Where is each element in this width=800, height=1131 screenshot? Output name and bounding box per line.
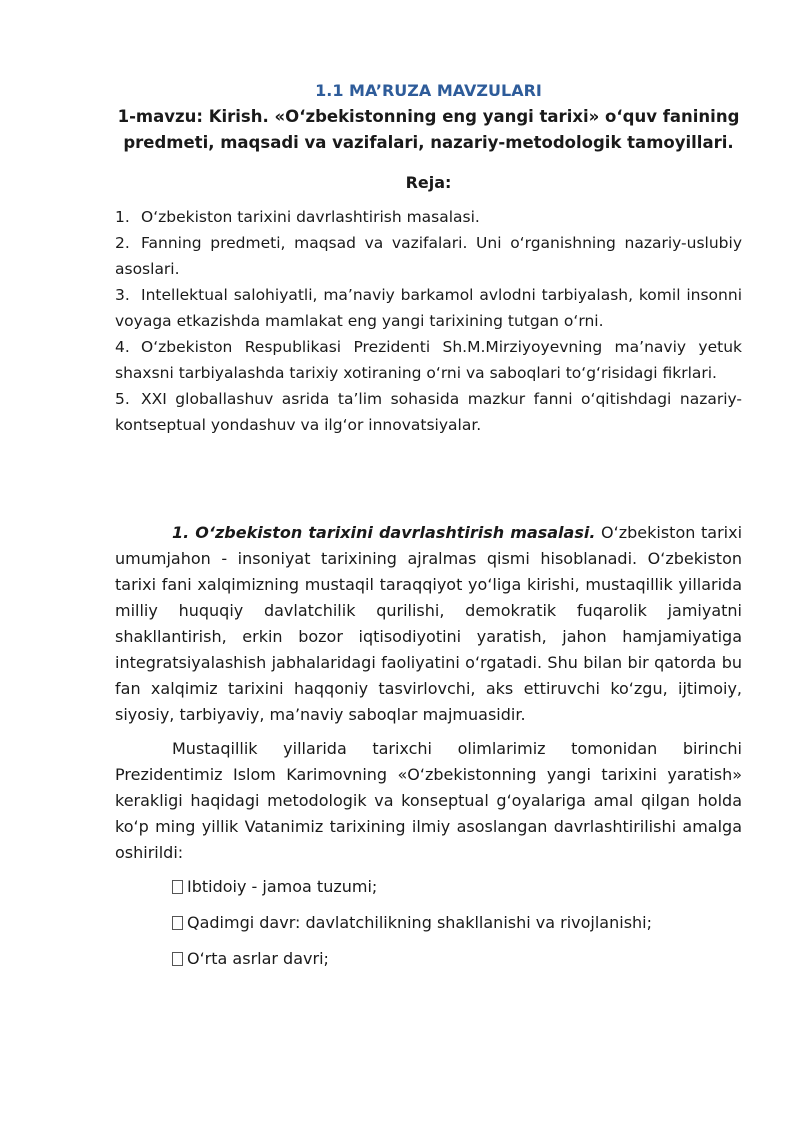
missing-glyph-icon [172,880,183,894]
paragraph-text: O‘zbekiston tarixi umumjahon - insoniyat tarixining ajralmas qismi hisoblanadi. O‘zbekiston tarixi fani xalqimizning mustaqil taraqqiyot yo‘liga kirishi, mustaqillik yillarida milliy huquqiy davlatchilik qurilishi, demokratik fuqarolik jamiyatni shakllantirish, erkin bozor iqtisodiyotini yaratish, jahon hamjamiyatiga integratsiyalashish jabhalaridagi faoliyatini o‘rgatadi. Shu bilan bir qatorda bu fan xalqimiz tarixini haqqoniy tasvirlovchi, aks ettiruvchi ko‘zgu, ijtimoiy, siyosiy, tarbiyaviy, ma’naviy saboqlar majmuasidir. [115,523,743,724]
plan-item [115,386,742,438]
plan-item-text: Fanning predmeti, maqsad va vazifalari. Uni o‘rganishning nazariy-uslubiy asoslari. [115,234,742,278]
plan-item-number: 5. [115,390,130,408]
period-list-item [172,946,742,972]
period-text: Qadimgi davr: davlatchilikning shakllanishi va rivojlanishi; [187,913,653,932]
plan-list [115,204,742,438]
missing-glyph-icon [172,916,183,930]
plan-item-text: XXI globallashuv asrida ta’lim sohasida mazkur fanni o‘qitishdagi nazariy- kontseptual yondashuv va ilg‘or innovatsiyalar. [115,390,742,434]
section-title: 1.1 MA’RUZA MAVZULARI [315,81,542,100]
plan-item-number: 1. [115,208,130,226]
plan-item-number: 4. [115,338,130,356]
plan-item-text: Intellektual salohiyatli, ma’naviy barkamol avlodni tarbiyalash, komil insonni voyaga etkazishda mamlakat eng yangi tarixining tutgan o‘rni. [115,286,742,330]
plan-item [115,230,742,282]
body-paragraph-1 [115,520,742,728]
period-text: O‘rta asrlar davri; [187,949,329,968]
plan-item [115,204,742,230]
plan-item-number: 2. [115,234,130,252]
plan-item [115,282,742,334]
plan-item-text: O‘zbekiston Respublikasi Prezidenti Sh.M.Mirziyoyevning ma’naviy yetuk shaxsni tarbiyalashda tarixiy xotiraning o‘rni va saboqlari to‘g‘risidagi fikrlari. [115,338,742,382]
period-list-item [172,874,742,900]
plan-item-number: 3. [115,286,130,304]
topic-title: 1-mavzu: Kirish. «O‘zbekistonning eng yangi tarixi» o‘quv fanining predmeti, maqsadi va vazifalari, nazariy-metodologik tamoyillari. [117,107,740,152]
paragraph-lead-heading: 1. O‘zbekiston tarixini davrlashtirish masalasi. [172,523,596,542]
document-page [115,80,742,982]
period-text: Ibtidoiy - jamoa tuzumi; [187,877,378,896]
plan-item-text: O‘zbekiston tarixini davrlashtirish masalasi. [141,208,480,226]
missing-glyph-icon [172,952,183,966]
body-paragraph-2: Mustaqillik yillarida tarixchi olimlarimiz tomonidan birinchi Prezidentimiz Islom Karimovning «O‘zbekistonning yangi tarixini yaratish» kerakligi haqidagi metodologik va konseptual g‘oyalariga amal qilgan holda ko‘p ming yillik Vatanimiz tarixining ilmiy asoslangan davrlashtirilishi amalga oshirildi: [115,739,742,862]
plan-heading: Reja: [405,173,452,192]
period-list-item [172,910,742,936]
section-spacer [115,438,742,520]
plan-item [115,334,742,386]
